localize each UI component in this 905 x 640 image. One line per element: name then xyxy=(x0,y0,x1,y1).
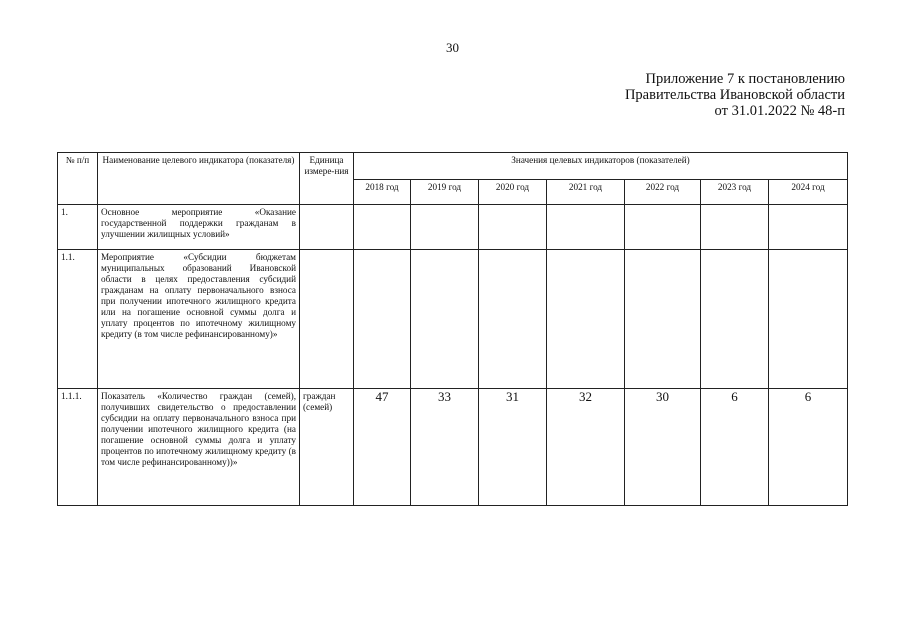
row-value: 30 xyxy=(625,389,701,506)
appendix-reference xyxy=(625,71,845,119)
header-year: 2022 год xyxy=(625,180,701,205)
row-value xyxy=(547,205,625,250)
appendix-line-2: Правительства Ивановской области xyxy=(624,87,845,103)
row-unit: граждан (семей) xyxy=(300,389,354,506)
row-name: Показатель «Количество граждан (семей), получивших свидетельство о предоставлении субсидии на оплату первоначального взноса при получении ипотечного жилищного кредита (на погашение основной суммы долга и уплату процентов по ипотечному жилищному кредиту (в том числе рефинансированному))» xyxy=(98,389,300,506)
table-header-row xyxy=(58,153,848,180)
row-num: 1.1. xyxy=(58,250,98,389)
header-year: 2018 год xyxy=(354,180,411,205)
header-year: 2021 год xyxy=(547,180,625,205)
row-value xyxy=(411,205,479,250)
row-value xyxy=(701,250,769,389)
row-value xyxy=(479,205,547,250)
table-row xyxy=(58,205,848,250)
row-num: 1.1.1. xyxy=(58,389,98,506)
row-value xyxy=(625,250,701,389)
row-value: 6 xyxy=(769,389,848,506)
row-value xyxy=(354,205,411,250)
row-value: 47 xyxy=(354,389,411,506)
appendix-line-1: Приложение 7 к постановлению xyxy=(645,71,845,87)
table-row xyxy=(58,389,848,506)
header-year: 2023 год xyxy=(701,180,769,205)
row-value xyxy=(769,250,848,389)
row-value xyxy=(625,205,701,250)
row-value: 31 xyxy=(479,389,547,506)
row-value xyxy=(354,250,411,389)
header-num: № п/п xyxy=(58,153,98,205)
header-year: 2019 год xyxy=(411,180,479,205)
header-year: 2024 год xyxy=(769,180,848,205)
table-row xyxy=(58,250,848,389)
appendix-line-3: от 31.01.2022 № 48-п xyxy=(714,103,845,119)
header-values: Значения целевых индикаторов (показателей) xyxy=(354,153,848,180)
row-value xyxy=(411,250,479,389)
row-value xyxy=(479,250,547,389)
indicators-table xyxy=(57,152,848,506)
row-value: 32 xyxy=(547,389,625,506)
row-value: 6 xyxy=(701,389,769,506)
row-num: 1. xyxy=(58,205,98,250)
row-value xyxy=(769,205,848,250)
row-value xyxy=(701,205,769,250)
header-unit: Единица измере-ния xyxy=(300,153,354,205)
row-value xyxy=(547,250,625,389)
row-value: 33 xyxy=(411,389,479,506)
row-unit xyxy=(300,205,354,250)
row-unit xyxy=(300,250,354,389)
header-year: 2020 год xyxy=(479,180,547,205)
page-number: 30 xyxy=(446,40,459,55)
row-name: Основное мероприятие «Оказание государственной поддержки гражданам в улучшении жилищных условий» xyxy=(98,205,300,250)
row-name: Мероприятие «Субсидии бюджетам муниципальных образований Ивановской области в целях предоставления субсидий гражданам на оплату первоначального взноса при получении ипотечного жилищного кредита или на погашение основной суммы долга и уплату процентов по ипотечному жилищному кредиту (в том числе рефинансированному)» xyxy=(98,250,300,389)
header-name: Наименование целевого индикатора (показателя) xyxy=(98,153,300,205)
